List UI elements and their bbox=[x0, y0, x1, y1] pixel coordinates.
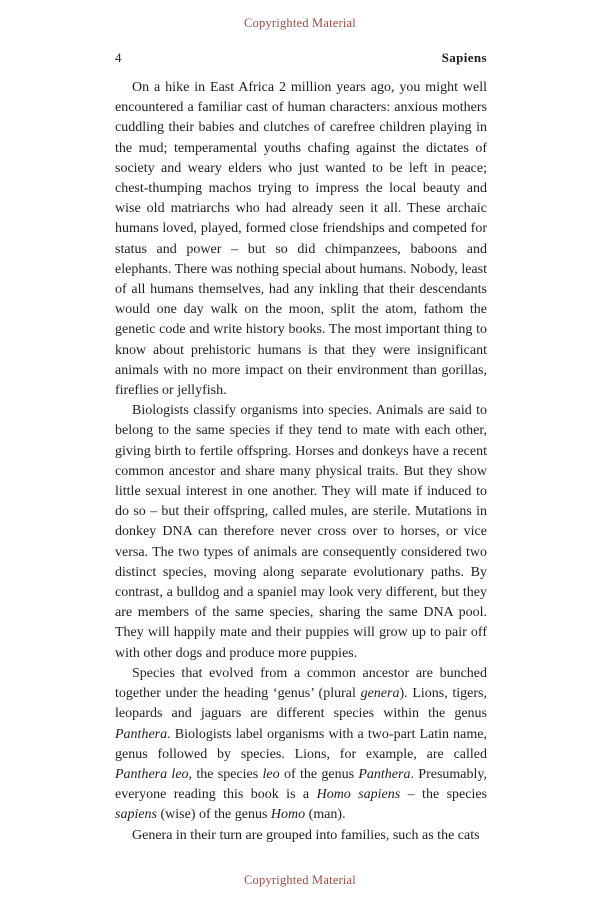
text-run: Species that evolved from a common ancestor are bunched together under the heading ‘genus’ (plural bbox=[115, 665, 487, 702]
italic-text-run: Homo sapiens bbox=[316, 787, 401, 803]
text-run: . Biologists label organisms with a two-part Latin name, genus followed by species. Lions, for example, are called bbox=[115, 726, 487, 762]
page-header bbox=[115, 50, 487, 66]
italic-text-run: leo bbox=[262, 766, 280, 782]
text-run: (man). bbox=[305, 807, 346, 823]
text-run: (wise) of the genus bbox=[157, 807, 271, 823]
italic-text-run: sapiens bbox=[115, 807, 157, 823]
paragraph bbox=[115, 401, 487, 664]
text-run: Genera in their turn are grouped into families, such as the cats bbox=[132, 827, 480, 843]
italic-text-run: Panthera leo bbox=[115, 766, 189, 782]
italic-text-run: Panthera bbox=[358, 766, 411, 782]
text-run: – the species bbox=[400, 787, 488, 803]
text-run: , the species bbox=[188, 766, 263, 782]
copyright-notice-bottom: Copyrighted Material bbox=[244, 873, 356, 887]
body-text bbox=[115, 78, 487, 846]
copyright-notice-top: Copyrighted Material bbox=[244, 16, 356, 30]
text-run: On a hike in East Africa 2 million years ago, you might well encountered a familiar cast of human characters: anxious mothers cuddling their babies and clutches of carefree children playing in the mud; temperamental youths chafing against the dictates of society and weary elders who just wanted to be left in peace; chest-thumping machos trying to impress the local beauty and wise old matriarchs who had already seen it all. These archaic humans loved, played, formed close friendships and competed for status and power – but so did chimpanzees, baboons and elephants. There was nothing special about humans. Nobody, least of all humans themselves, had any inkling that their descendants would one day walk on the moon, split the atom, fathom the genetic code and write history books. The most important thing to know about prehistoric humans is that they were insignificant animals with no more impact on their environment than gorillas, fireflies or jellyfish. bbox=[115, 80, 487, 399]
text-run: ). Lions, tigers, leopards and jaguars are different species within the genus bbox=[115, 686, 488, 722]
italic-text-run: Panthera bbox=[115, 726, 168, 742]
page-number: 4 bbox=[115, 50, 122, 65]
running-head: Sapiens bbox=[441, 50, 487, 65]
text-run: Biologists classify organisms into species. Animals are said to belong to the same species if they tend to mate with each other, giving birth to fertile offspring. Horses and donkeys have a recent common ancestor and share many physical traits. But they show little sexual interest in one another. They will mate if induced to do so – but their offspring, called mules, are sterile. Mutations in donkey DNA can therefore never cross over to horses, or vice versa. The two types of animals are consequently considered two distinct species, moving along separate evolutionary paths. By contrast, a bulldog and a spaniel may look very different, but they are members of the same species, sharing the same DNA pool. They will happily mate and their puppies will grow up to pair off with other dogs and produce more puppies. bbox=[115, 403, 487, 661]
paragraph bbox=[115, 78, 487, 401]
italic-text-run: Homo bbox=[270, 807, 306, 823]
text-run: of the genus bbox=[279, 766, 359, 782]
paragraph bbox=[115, 826, 487, 846]
text-run: . Presumably, everyone reading this book is a bbox=[115, 766, 487, 803]
italic-text-run: genera bbox=[360, 686, 400, 702]
paragraph bbox=[115, 664, 487, 826]
